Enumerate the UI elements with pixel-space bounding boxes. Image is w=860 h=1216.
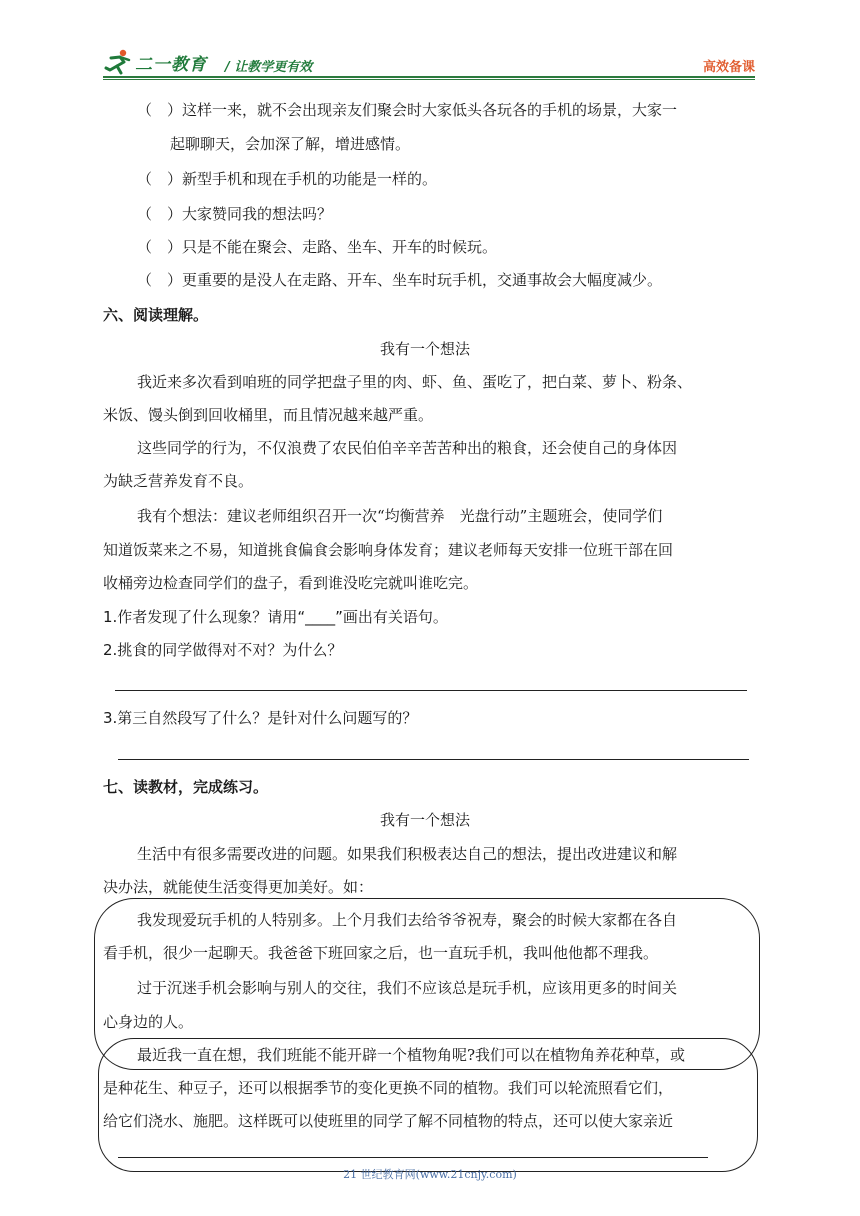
passage-line: 我近来多次看到咱班的同学把盘子里的肉、虾、鱼、蛋吃了，把白菜、萝卜、粉条、 bbox=[137, 373, 693, 391]
header-rule bbox=[103, 76, 755, 78]
page-header bbox=[103, 46, 755, 80]
textbook-line: 过于沉迷手机会影响与别人的交往，我们不应该总是玩手机，应该用更多的时间关 bbox=[137, 979, 678, 997]
header-rule-thin bbox=[103, 79, 755, 80]
passage-line: 米饭、馒头倒到回收桶里，而且情况越来越严重。 bbox=[103, 406, 434, 424]
textbook-line: 我发现爱玩手机的人特别多。上个月我们去给爷爷祝寿，聚会的时候大家都在各自 bbox=[137, 911, 678, 929]
passage-line: 知道饭菜来之不易，知道挑食偏食会影响身体发育；建议老师每天安排一位班干部在回 bbox=[103, 541, 674, 559]
logo-text: 二一教育 bbox=[135, 54, 207, 75]
header-right-label: 高效备课 bbox=[702, 60, 755, 75]
question-2: 2.挑食的同学做得对不对？为什么？ bbox=[103, 641, 343, 659]
textbook-line: 给它们浇水、施肥。这样既可以使班里的同学了解不同植物的特点，还可以使大家亲近 bbox=[103, 1112, 674, 1130]
passage-line: 为缺乏营养发育不良。 bbox=[103, 472, 254, 490]
passage-line: 这些同学的行为，不仅浪费了农民伯伯辛辛苦苦种出的粮食，还会使自己的身体因 bbox=[137, 439, 678, 457]
textbook-line: 是种花生、种豆子，还可以根据季节的变化更换不同的植物。我们可以轮流照看它们， bbox=[103, 1079, 674, 1097]
header-slogan: / 让教学更有效 bbox=[225, 60, 313, 75]
ordering-item-4: （ ）只是不能在聚会、走路、坐车、开车的时候玩。 bbox=[137, 238, 498, 256]
textbook-line: 生活中有很多需要改进的问题。如果我们积极表达自己的想法，提出改进建议和解 bbox=[137, 845, 678, 863]
passage-line: 我有个想法：建议老师组织召开一次“均衡营养 光盘行动”主题班会，使同学们 bbox=[137, 507, 663, 525]
passage-line: 收桶旁边检查同学们的盘子，看到谁没吃完就叫谁吃完。 bbox=[103, 574, 479, 592]
question-1: 1.作者发现了什么现象？请用“____”画出有关语句。 bbox=[103, 608, 448, 626]
textbook-line: 心身边的人。 bbox=[103, 1013, 194, 1031]
textbook-line: 决办法，就能使生活变得更加美好。如： bbox=[103, 878, 374, 896]
textbook-line: 看手机，很少一起聊天。我爸爸下班回家之后，也一直玩手机，我叫他他都不理我。 bbox=[103, 944, 659, 962]
ordering-item-1-cont: 起聊聊天，会加深了解，增进感情。 bbox=[170, 135, 411, 153]
answer-line-q2[interactable] bbox=[115, 690, 747, 691]
ordering-item-2: （ ）新型手机和现在手机的功能是一样的。 bbox=[137, 170, 438, 188]
section-6-heading: 六、阅读理解。 bbox=[103, 306, 209, 324]
ordering-item-1: （ ）这样一来，就不会出现亲友们聚会时大家低头各玩各的手机的场景，大家一 bbox=[137, 101, 678, 119]
textbook-line: 最近我一直在想，我们班能不能开辟一个植物角呢?我们可以在植物角养花种草，或 bbox=[137, 1046, 686, 1064]
runner-logo-icon bbox=[103, 48, 133, 76]
outline-frame-lower bbox=[98, 1038, 758, 1172]
answer-line-section-7[interactable] bbox=[118, 1157, 708, 1158]
question-3: 3.第三自然段写了什么？是针对什么问题写的？ bbox=[103, 709, 418, 727]
section-7-title: 我有一个想法 bbox=[380, 811, 471, 829]
ordering-item-5: （ ）更重要的是没人在走路、开车、坐车时玩手机，交通事故会大幅度减少。 bbox=[137, 271, 663, 289]
section-7-heading: 七、读教材，完成练习。 bbox=[103, 778, 269, 796]
ordering-item-3: （ ）大家赞同我的想法吗？ bbox=[137, 205, 333, 223]
answer-line-q3[interactable] bbox=[118, 759, 749, 760]
section-6-title: 我有一个想法 bbox=[380, 340, 471, 358]
logo bbox=[103, 48, 207, 76]
page-footer: 21 世纪教育网(www.21cnjy.com) bbox=[343, 1168, 517, 1181]
